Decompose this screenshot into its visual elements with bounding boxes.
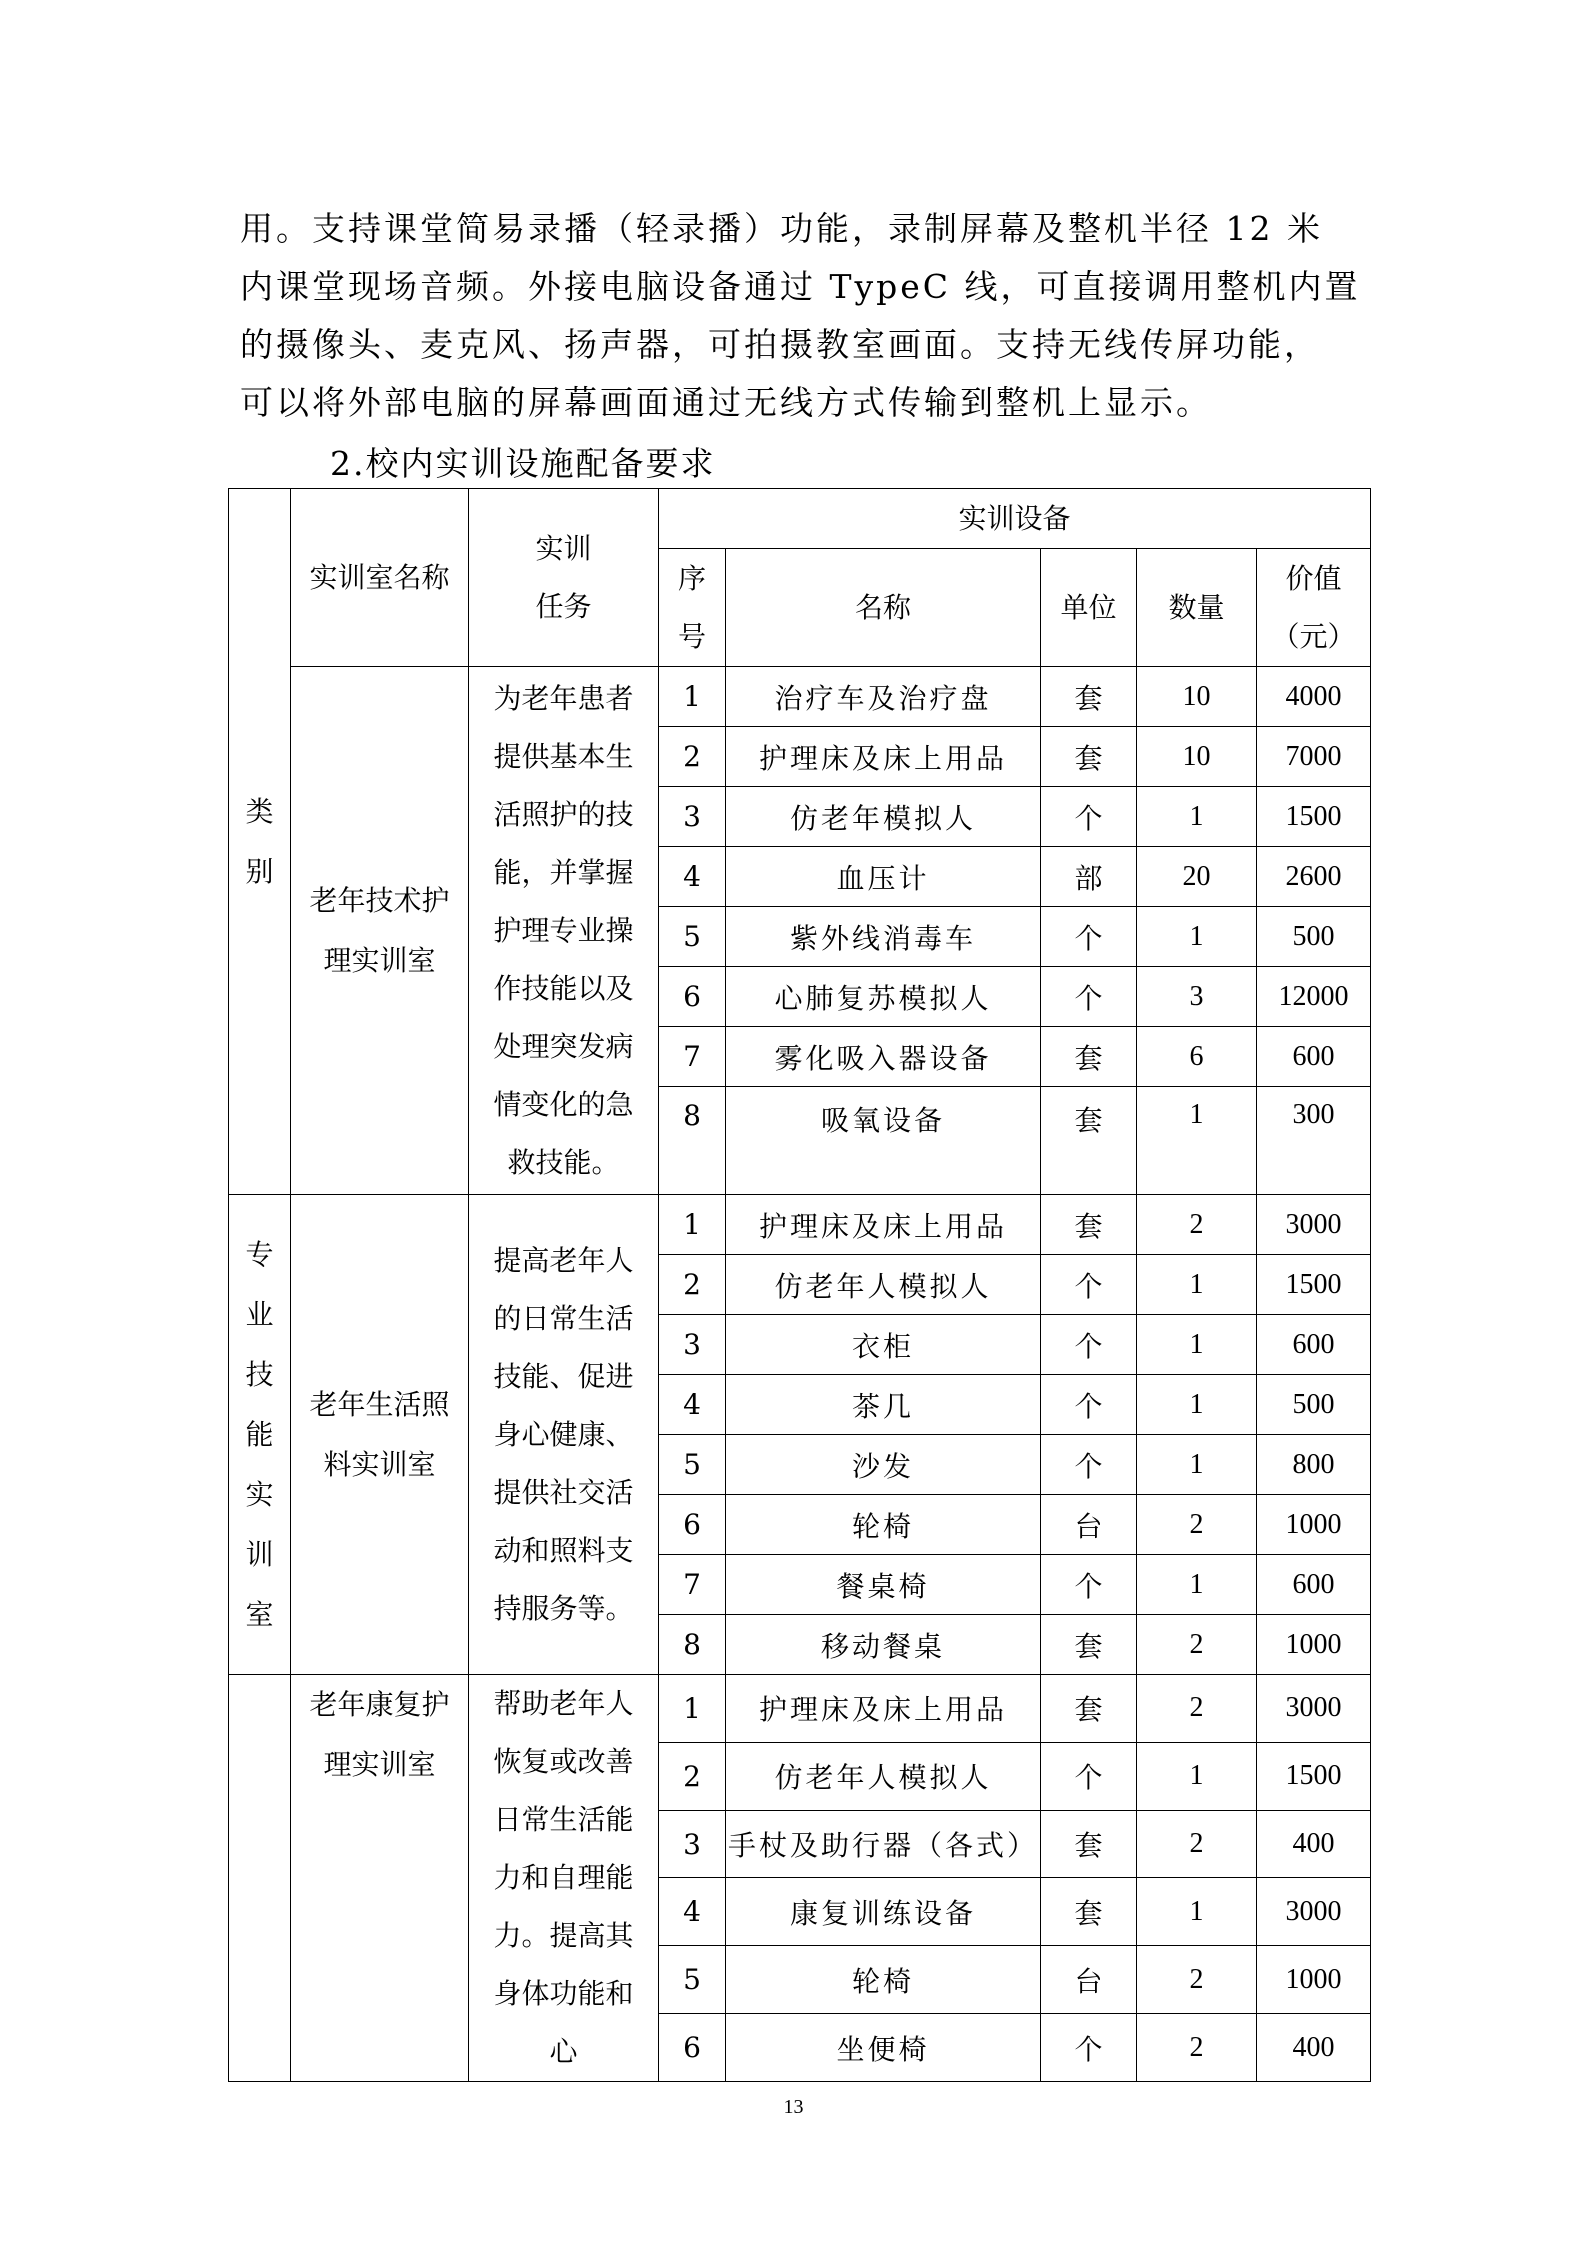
item-unit: 个: [1041, 787, 1137, 847]
item-price: 4000: [1257, 667, 1371, 727]
item-seq: 6: [659, 1495, 726, 1555]
item-unit: 个: [1041, 2014, 1137, 2082]
item-seq: 2: [659, 727, 726, 787]
item-price: 500: [1257, 907, 1371, 967]
item-unit: 个: [1041, 1742, 1137, 1810]
item-seq: 3: [659, 1315, 726, 1375]
item-name: 仿老年人模拟人: [726, 1742, 1041, 1810]
room-name-cell: [291, 667, 469, 1195]
item-quantity: 1: [1137, 1742, 1257, 1810]
intro-line: 的摄像头、麦克风、扬声器，可拍摄教室画面。支持无线传屏功能，: [240, 325, 1320, 364]
equipment-table: [228, 488, 1371, 2082]
item-name: 仿老年模拟人: [726, 787, 1041, 847]
item-seq: 2: [659, 1742, 726, 1810]
item-quantity: 2: [1137, 1675, 1257, 1743]
category-label: 专业技能实训室: [245, 1237, 274, 1631]
table-row: [229, 667, 1371, 727]
item-quantity: 2: [1137, 1946, 1257, 2014]
category-cell: [229, 1195, 291, 1675]
item-price: 3000: [1257, 1195, 1371, 1255]
item-quantity: 1: [1137, 787, 1257, 847]
item-price: 400: [1257, 2014, 1371, 2082]
task-text: 为老年患者提供基本生活照护的技能，并掌握护理专业操作技能以及处理突发病情变化的急救技能。: [493, 681, 634, 1179]
category-label: 类别: [245, 794, 274, 888]
item-price: 1000: [1257, 1615, 1371, 1675]
room-name-cell: [291, 1195, 469, 1675]
item-name: 移动餐桌: [726, 1615, 1041, 1675]
item-price: 2600: [1257, 847, 1371, 907]
item-quantity: 1: [1137, 1087, 1257, 1195]
item-quantity: 1: [1137, 1315, 1257, 1375]
item-seq: 4: [659, 1878, 726, 1946]
item-unit: 个: [1041, 1435, 1137, 1495]
item-quantity: 1: [1137, 1375, 1257, 1435]
item-price: 600: [1257, 1027, 1371, 1087]
item-quantity: 6: [1137, 1027, 1257, 1087]
intro-line: 内课堂现场音频。外接电脑设备通过 TypeC 线，可直接调用整机内置: [240, 267, 1361, 306]
item-unit: 套: [1041, 1615, 1137, 1675]
item-seq: 5: [659, 1946, 726, 2014]
item-name: 吸氧设备: [726, 1087, 1041, 1195]
item-name: 心肺复苏模拟人: [726, 967, 1041, 1027]
item-price: 600: [1257, 1555, 1371, 1615]
room-name: 老年康复护理实训室: [309, 1688, 450, 1781]
item-unit: 套: [1041, 1195, 1137, 1255]
item-seq: 1: [659, 1195, 726, 1255]
intro-line: 可以将外部电脑的屏幕画面通过无线方式传输到整机上显示。: [240, 383, 1212, 422]
item-name: 护理床及床上用品: [726, 727, 1041, 787]
item-seq: 5: [659, 1435, 726, 1495]
item-price: 3000: [1257, 1675, 1371, 1743]
item-quantity: 1: [1137, 1555, 1257, 1615]
task-text: 帮助老年人恢复或改善日常生活能力和自理能力。提高其身体功能和心: [493, 1687, 634, 2068]
item-quantity: 1: [1137, 1878, 1257, 1946]
task-cell: [469, 1195, 659, 1675]
item-name: 紫外线消毒车: [726, 907, 1041, 967]
task-text: 提高老年人的日常生活技能、促进身心健康、提供社交活动和照料支持服务等。: [493, 1243, 634, 1625]
header-row: [229, 489, 1371, 549]
item-price: 1500: [1257, 787, 1371, 847]
item-unit: 部: [1041, 847, 1137, 907]
item-seq: 2: [659, 1255, 726, 1315]
item-price: 1500: [1257, 1255, 1371, 1315]
item-name: 茶几: [726, 1375, 1041, 1435]
item-seq: 1: [659, 667, 726, 727]
item-unit: 个: [1041, 967, 1137, 1027]
item-name: 手杖及助行器（各式）: [726, 1810, 1041, 1878]
item-unit: 个: [1041, 1255, 1137, 1315]
table-row: [229, 1195, 1371, 1255]
item-quantity: 10: [1137, 667, 1257, 727]
item-seq: 8: [659, 1615, 726, 1675]
item-quantity: 2: [1137, 1495, 1257, 1555]
item-quantity: 1: [1137, 1435, 1257, 1495]
item-seq: 4: [659, 847, 726, 907]
item-seq: 8: [659, 1087, 726, 1195]
item-name: 轮椅: [726, 1946, 1041, 2014]
item-price: 500: [1257, 1375, 1371, 1435]
item-price: 300: [1257, 1087, 1371, 1195]
item-price: 600: [1257, 1315, 1371, 1375]
intro-line: 用。支持课堂简易录播（轻录播）功能，录制屏幕及整机半径 12 米: [240, 209, 1323, 248]
item-name: 康复训练设备: [726, 1878, 1041, 1946]
item-name: 护理床及床上用品: [726, 1195, 1041, 1255]
item-name: 护理床及床上用品: [726, 1675, 1041, 1743]
header-name: 名称: [726, 549, 1041, 667]
item-name: 血压计: [726, 847, 1041, 907]
item-unit: 套: [1041, 1675, 1137, 1743]
item-unit: 套: [1041, 1087, 1137, 1195]
item-unit: 台: [1041, 1495, 1137, 1555]
item-unit: 套: [1041, 1878, 1137, 1946]
item-price: 7000: [1257, 727, 1371, 787]
item-unit: 套: [1041, 1810, 1137, 1878]
item-unit: 个: [1041, 1315, 1137, 1375]
item-name: 坐便椅: [726, 2014, 1041, 2082]
item-unit: 套: [1041, 1027, 1137, 1087]
table-body: [229, 489, 1371, 2082]
item-price: 1000: [1257, 1495, 1371, 1555]
item-seq: 6: [659, 2014, 726, 2082]
item-quantity: 2: [1137, 1615, 1257, 1675]
item-name: 衣柜: [726, 1315, 1041, 1375]
table-row: [229, 1675, 1371, 1743]
header-quantity: 数量: [1137, 549, 1257, 667]
header-equipment: 实训设备: [659, 489, 1371, 549]
item-quantity: 10: [1137, 727, 1257, 787]
header-price: 价值（元）: [1257, 549, 1371, 667]
item-quantity: 2: [1137, 2014, 1257, 2082]
item-quantity: 1: [1137, 1255, 1257, 1315]
room-name: 老年生活照料实训室: [309, 1387, 450, 1481]
item-name: 轮椅: [726, 1495, 1041, 1555]
header-seq: 序号: [659, 549, 726, 667]
item-seq: 7: [659, 1555, 726, 1615]
item-unit: 套: [1041, 727, 1137, 787]
task-cell: [469, 1675, 659, 2082]
item-unit: 个: [1041, 1375, 1137, 1435]
item-seq: 7: [659, 1027, 726, 1087]
header-task: 实训任务: [469, 489, 659, 667]
item-seq: 5: [659, 907, 726, 967]
item-quantity: 2: [1137, 1810, 1257, 1878]
item-unit: 套: [1041, 667, 1137, 727]
item-seq: 1: [659, 1675, 726, 1743]
item-name: 沙发: [726, 1435, 1041, 1495]
item-price: 3000: [1257, 1878, 1371, 1946]
item-quantity: 3: [1137, 967, 1257, 1027]
item-price: 1000: [1257, 1946, 1371, 2014]
item-quantity: 2: [1137, 1195, 1257, 1255]
item-seq: 4: [659, 1375, 726, 1435]
intro-paragraph: [240, 200, 1360, 432]
room-name: 老年技术护理实训室: [309, 883, 450, 977]
section-heading: 2.校内实训设施配备要求: [330, 444, 716, 483]
item-unit: 个: [1041, 907, 1137, 967]
task-cell: [469, 667, 659, 1195]
page-number: 13: [783, 2096, 804, 2118]
category-cell: [229, 489, 291, 1195]
category-cell-empty: [229, 1675, 291, 2082]
item-name: 餐桌椅: [726, 1555, 1041, 1615]
item-seq: 3: [659, 1810, 726, 1878]
room-name-cell: [291, 1675, 469, 2082]
item-name: 仿老年人模拟人: [726, 1255, 1041, 1315]
item-price: 800: [1257, 1435, 1371, 1495]
item-name: 雾化吸入器设备: [726, 1027, 1041, 1087]
item-price: 400: [1257, 1810, 1371, 1878]
header-unit: 单位: [1041, 549, 1137, 667]
header-room-name: 实训室名称: [291, 489, 469, 667]
item-quantity: 20: [1137, 847, 1257, 907]
item-unit: 台: [1041, 1946, 1137, 2014]
item-seq: 3: [659, 787, 726, 847]
item-quantity: 1: [1137, 907, 1257, 967]
item-name: 治疗车及治疗盘: [726, 667, 1041, 727]
item-price: 1500: [1257, 1742, 1371, 1810]
item-seq: 6: [659, 967, 726, 1027]
item-unit: 个: [1041, 1555, 1137, 1615]
item-price: 12000: [1257, 967, 1371, 1027]
